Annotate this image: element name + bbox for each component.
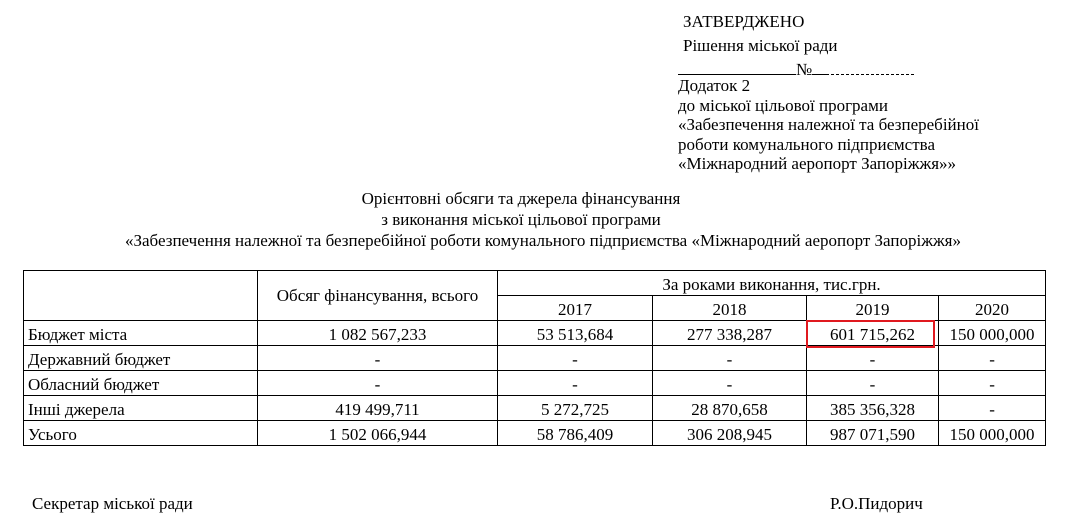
table-header-row-1 [24,271,1046,296]
row-value-2019: - [807,371,939,396]
row-value-2020: 150 000,000 [939,321,1046,346]
row-value-2017: 53 513,684 [498,321,653,346]
row-value-2017: - [498,371,653,396]
row-value-2020: - [939,346,1046,371]
table-row [24,371,1046,396]
approval-title: ЗАТВЕРДЖЕНО [683,12,805,31]
decision-number-blank-dashed [826,58,914,75]
row-value-2017: 58 786,409 [498,421,653,446]
header-total: Обсяг фінансування, всього [258,271,498,321]
row-total: 1 502 066,944 [258,421,498,446]
row-total: 419 499,711 [258,396,498,421]
row-value-2020: - [939,396,1046,421]
number-sign: № [796,60,813,79]
row-value-2019: 987 071,590 [807,421,939,446]
row-total: 1 082 567,233 [258,321,498,346]
appendix-line-4: роботи комунального підприємства [678,134,936,154]
row-label: Інші джерела [24,396,258,421]
table-row [24,396,1046,421]
header-year-2020: 2020 [939,296,1046,321]
appendix-line-1: Додаток 2 [678,76,751,95]
row-value-2020: 150 000,000 [939,421,1046,446]
row-label: Державний бюджет [24,346,258,371]
row-label: Усього [24,421,258,446]
row-total: - [258,346,498,371]
approval-decision: Рішення міської ради [683,36,838,55]
decision-number-blank-solid [812,58,826,75]
row-label: Бюджет міста [24,321,258,346]
document-heading-line-2: з виконання міської цільової програми [381,210,661,229]
appendix-block [678,76,979,174]
header-year-2018: 2018 [653,296,807,321]
row-value-2017: 5 272,725 [498,396,653,421]
row-value-2018: 277 338,287 [653,321,807,346]
row-value-2017: - [498,346,653,371]
header-year-2017: 2017 [498,296,653,321]
header-empty-cell [24,271,258,321]
row-label: Обласний бюджет [24,371,258,396]
document-heading-line-1: Орієнтовні обсяги та джерела фінансування [361,189,681,208]
document-heading-line-3: «Забезпечення належної та безперебійної роботи комунального підприємства «Міжнародний аеропорт Запоріжжя» [124,231,962,250]
appendix-line-5: «Міжнародний аеропорт Запоріжжя»» [678,154,957,173]
appendix-line-3: «Забезпечення належної та безперебійної [678,115,979,134]
row-value-2020: - [939,371,1046,396]
header-year-2019: 2019 [807,296,939,321]
row-value-2018: - [653,371,807,396]
row-total: - [258,371,498,396]
row-value-2019: 601 715,262 [807,321,939,346]
row-value-2019: - [807,346,939,371]
decision-date-blank [678,58,796,75]
row-value-2018: 306 208,945 [653,421,807,446]
signature-name: Р.О.Пидорич [830,494,923,513]
table-row-total [24,421,1046,446]
row-value-2018: - [653,346,807,371]
row-value-2018: 28 870,658 [653,396,807,421]
appendix-line-2: до міської цільової програми [678,95,888,115]
table-row [24,346,1046,371]
highlight-box-2019-city-budget [806,320,935,348]
signature-position: Секретар міської ради [32,494,193,513]
row-value-2019: 385 356,328 [807,396,939,421]
financing-table [23,270,1046,446]
header-years-group: За роками виконання, тис.грн. [498,271,1046,296]
